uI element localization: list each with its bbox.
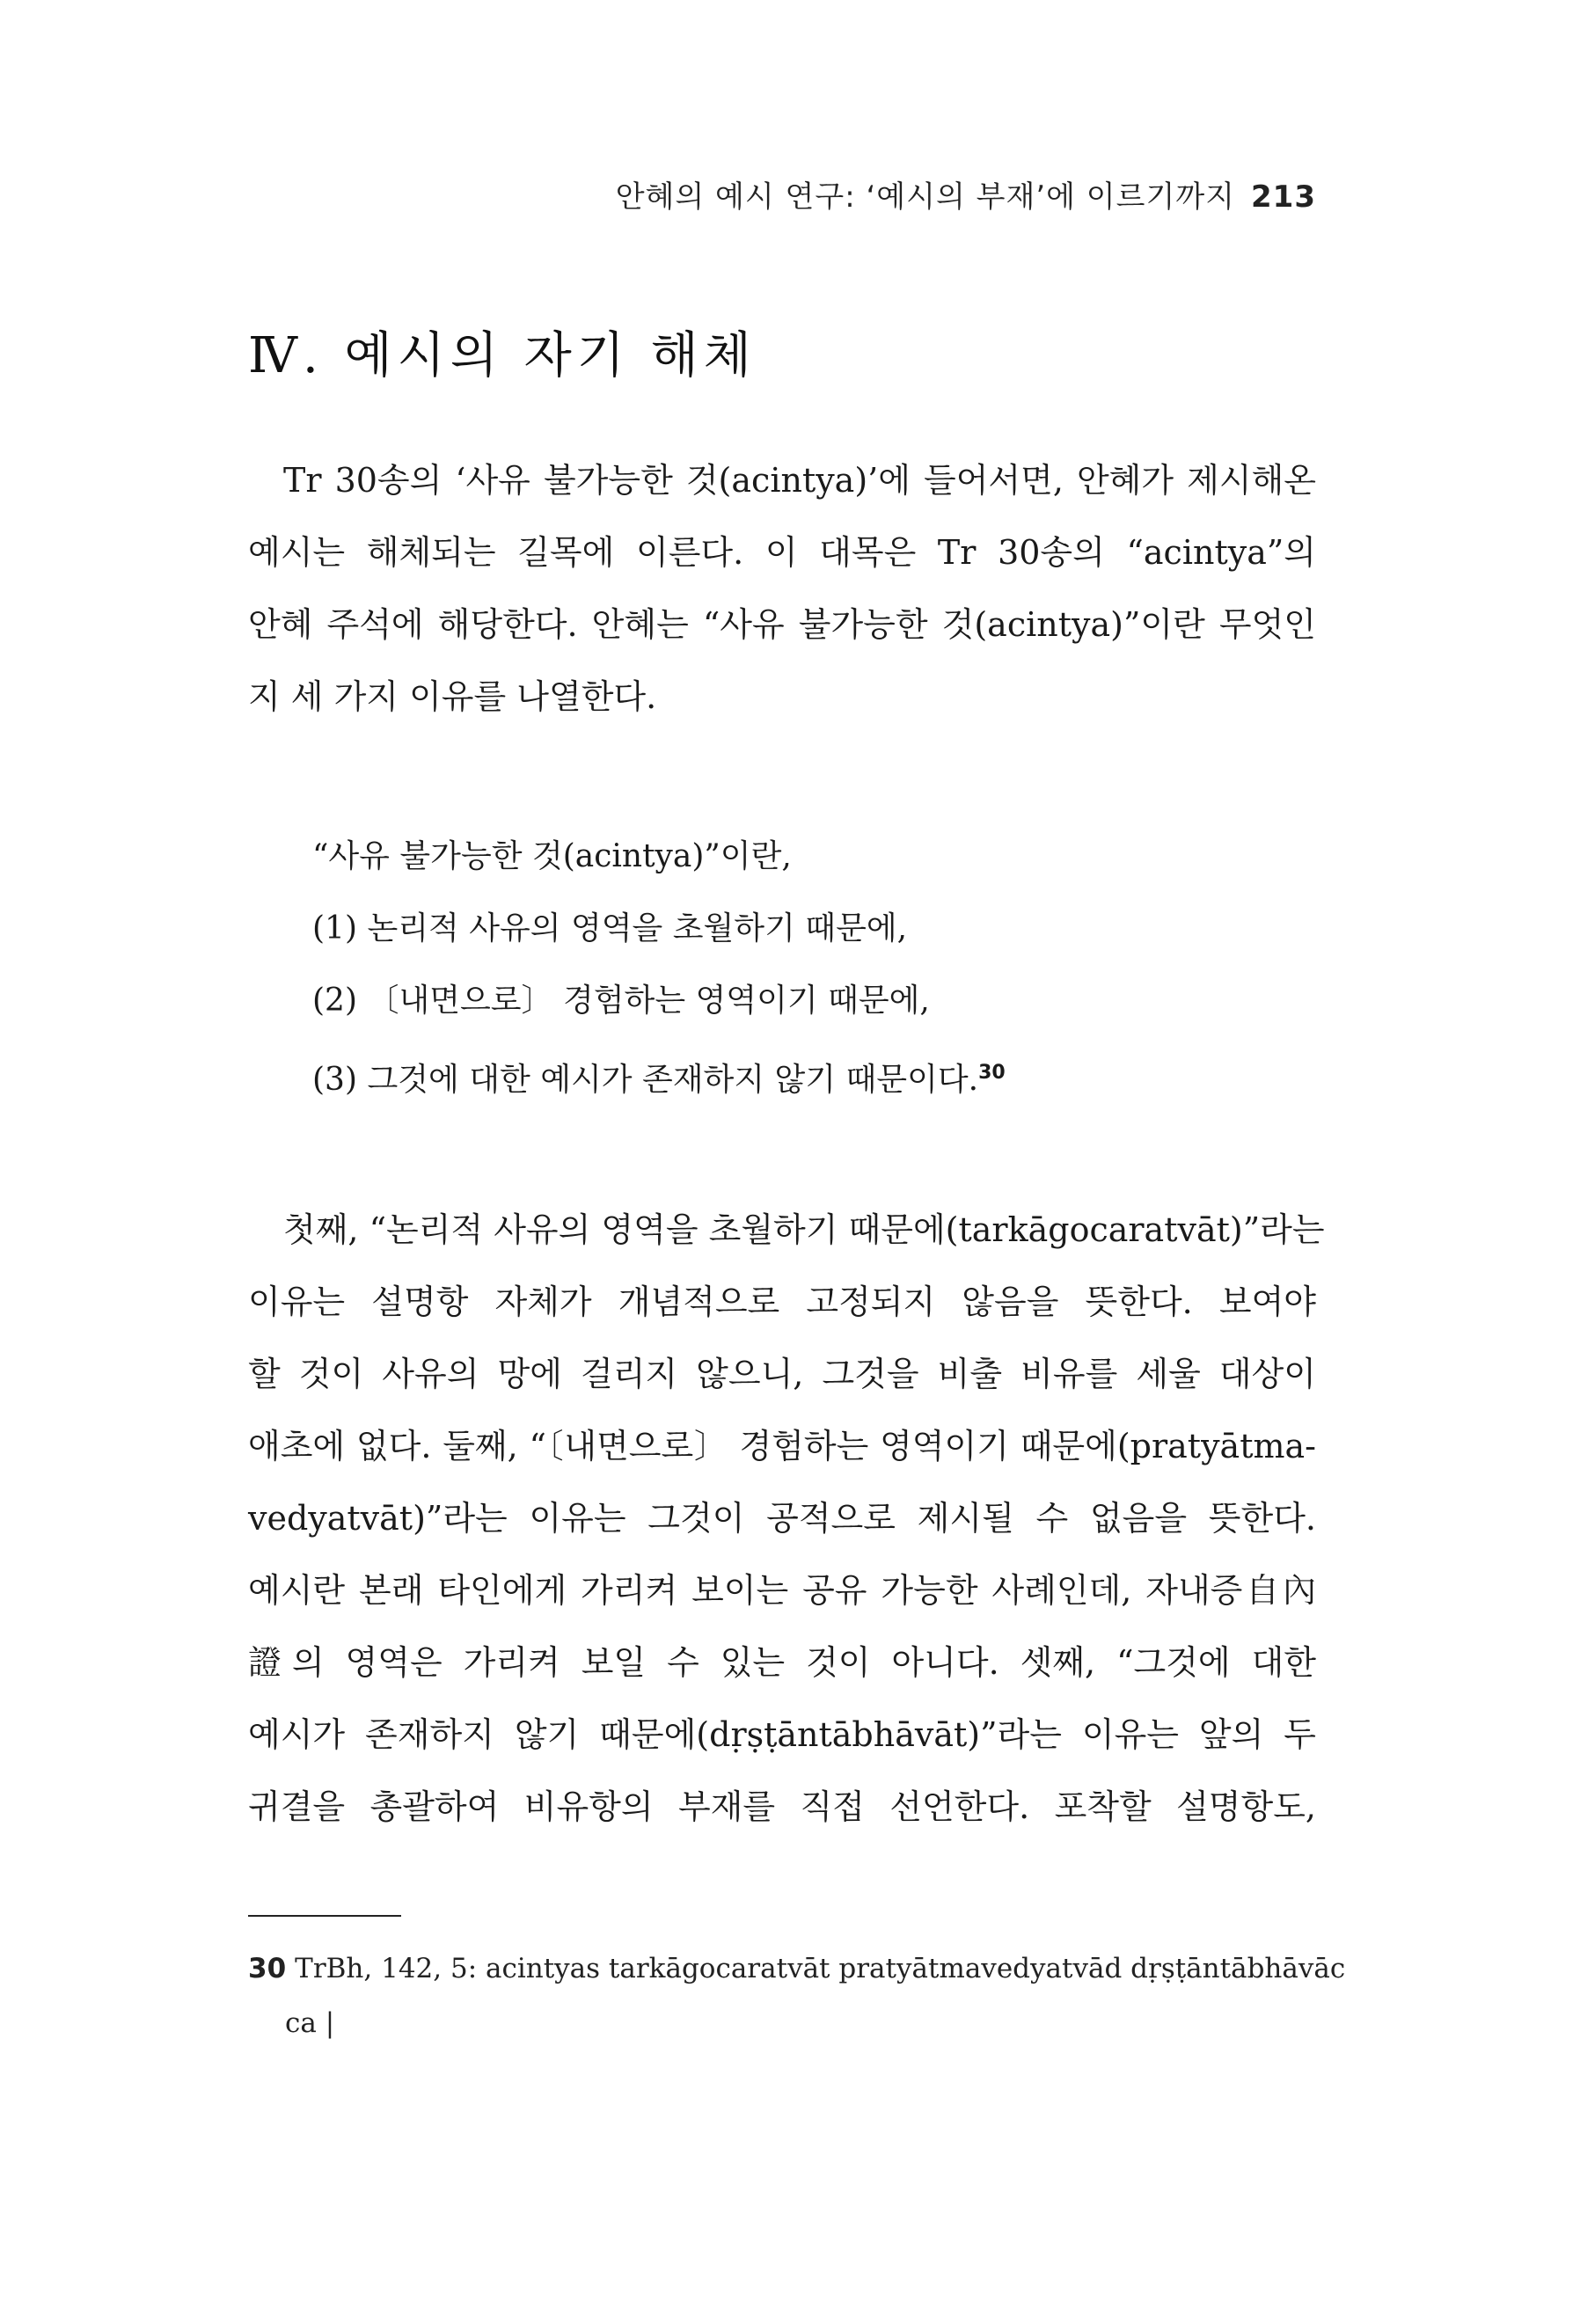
running-header (616, 172, 1316, 216)
paragraph2-line-5: vedyatvāt)”라는 이유는 그것이 공적으로 제시될 수 없음을 뜻한다. (248, 1499, 1316, 1538)
paragraph1-line-4: 지 세 가지 이유를 나열한다. (248, 677, 657, 716)
quote-line-2: (1) 논리적 사유의 영역을 초월하기 때문에, (312, 910, 908, 946)
quote-line-4-text: (3) 그것에 대한 예시가 존재하지 않기 때문이다. (312, 1062, 979, 1098)
quote-line-4 (312, 1052, 1006, 1101)
footnote-ref-30: 30 (978, 1062, 1006, 1084)
page-number: 213 (1251, 179, 1316, 215)
section-title: Ⅳ. 예시의 자기 해체 (248, 327, 757, 384)
paragraph2-line-7: 證의 영역은 가리켜 보일 수 있는 것이 아니다. 셋째, “그것에 대한 (248, 1643, 1316, 1682)
paragraph2-line-3: 할 것이 사유의 망에 걸리지 않으니, 그것을 비출 비유를 세울 대상이 (248, 1355, 1316, 1393)
quote-line-1: “사유 불가능한 것(acintya)”이란, (312, 838, 792, 874)
paragraph2-line-8: 예시가 존재하지 않기 때문에(dṛṣṭāntābhāvāt)”라는 이유는 앞의 두 (248, 1715, 1316, 1754)
footnote-divider (248, 1915, 401, 1917)
paragraph2-line-2: 이유는 설명항 자체가 개념적으로 고정되지 않음을 뜻한다. 보여야 (248, 1283, 1316, 1321)
paragraph2-line-6: 예시란 본래 타인에게 가리켜 보이는 공유 가능한 사례인데, 자내증自內 (248, 1571, 1316, 1610)
footnote-30-line-1 (248, 1951, 1345, 1986)
paragraph1-line-3: 안혜 주석에 해당한다. 안혜는 “사유 불가능한 것(acintya)”이란 무엇인 (248, 605, 1316, 644)
footnote-number: 30 (248, 1953, 287, 1984)
footnote-30-line-2: ca | (285, 2007, 335, 2039)
paragraph1-line-1: Tr 30송의 ‘사유 불가능한 것(acintya)’에 들어서면, 안혜가 제시해온 (283, 461, 1316, 500)
footnote-text-1: TrBh, 142, 5: acintyas tarkāgocaratvāt pratyātmavedyatvād dṛṣṭāntābhāvāc (295, 1953, 1346, 1984)
paragraph2-line-1: 첫째, “논리적 사유의 영역을 초월하기 때문에(tarkāgocaratvāt)”라는 (283, 1210, 1325, 1249)
running-title: 안혜의 예시 연구: ‘예시의 부재’에 이르기까지 (615, 179, 1236, 215)
paragraph2-line-4: 애초에 없다. 둘째, “〔내면으로〕 경험하는 영역이기 때문에(pratyātma- (248, 1427, 1316, 1465)
quote-line-3: (2) 〔내면으로〕 경험하는 영역이기 때문에, (312, 983, 930, 1019)
paragraph1-line-2: 예시는 해체되는 길목에 이른다. 이 대목은 Tr 30송의 “acintya”의 (248, 533, 1316, 572)
paragraph2-line-9: 귀결을 총괄하여 비유항의 부재를 직접 선언한다. 포착할 설명항도, (248, 1787, 1316, 1826)
